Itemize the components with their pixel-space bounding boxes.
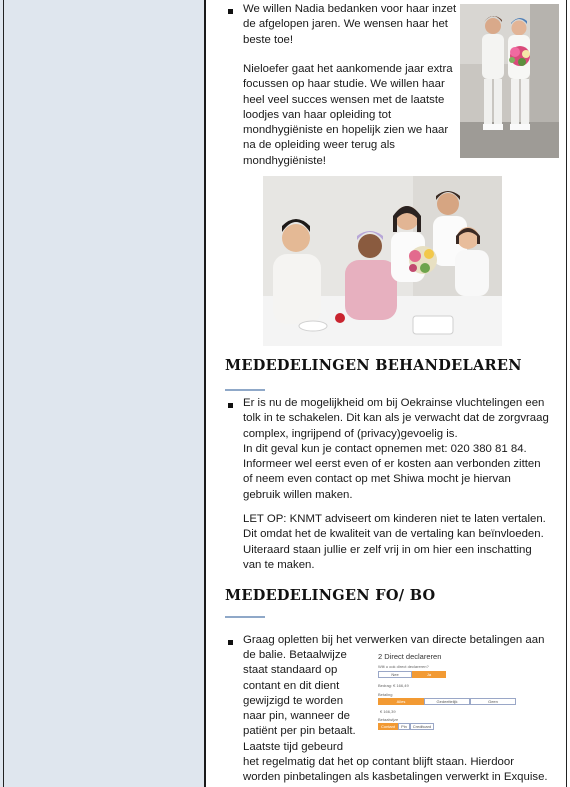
text-line: Laatste tijd gebeurd [243,740,344,753]
text-line: mondhygiëniste! [243,154,326,167]
bullet [228,9,233,14]
payment-method-label: Betaalwijze [378,717,399,722]
study-paragraph [243,62,453,169]
text-line: mondhygiëniste en hopelijk zien we haar [243,124,449,137]
method-contant: Contant [378,723,398,730]
heading-mededelingen-fo-bo: MEDEDELINGEN FO/ BO [225,587,436,604]
text-line: van te maken. [243,558,315,571]
payment-paragraph-wrapped [243,648,375,755]
text-line: na de opleiding weer terug als [243,139,395,152]
text-line: of neem even contact op met Shiwa mocht je hiervan [243,473,511,486]
option-alles: Alles [378,698,424,705]
text-line: Nieloefer gaat het aankomende jaar extra [243,63,453,75]
option-gedeeltelijk: Gedeeltelijk [424,698,470,705]
text-line: In dit geval kun je contact opnemen met: 020 380 81 84. [243,442,527,455]
text-line: de balie. Betaalwijze [243,649,347,661]
page-border-right [566,0,567,787]
text-line: gewijzigd te worden [243,694,344,707]
question-label: Wilt u ook direct declareren? [378,664,429,669]
text-line: de afgelopen jaren. We wensen haar het [243,18,448,31]
heading-underline [225,616,265,618]
payment-paragraph-first-line [243,633,544,648]
method-creditcard: Creditcard [410,723,434,730]
interpreter-paragraph [243,396,549,503]
left-sidebar-panel [0,0,205,787]
text-line: loodjes van haar opleiding tot [243,108,392,121]
text-line: complex, ingrijpend of (privacy)gevoelig is. [243,427,458,440]
bullet [228,640,233,645]
dialog-title: 2 Direct declareren [378,652,442,661]
text-line: patiënt per pin betaalt. [243,725,356,738]
heading-mededelingen-behandelaren: MEDEDELINGEN BEHANDELAREN [225,357,522,374]
text-line: LET OP: KNMT adviseert om kinderen niet te laten vertalen. [243,513,546,525]
text-line: gebruik willen maken. [243,488,353,501]
knmt-warning-paragraph [243,512,546,573]
text-line: worden pinbetalingen als kasbetalingen verwerkt in Exquise. [243,771,548,784]
text-line: naar pin, wanneer de [243,710,351,723]
text-line: tolk in te schakelen. Dit kan als je verwacht dat de zorgvraag [243,412,549,425]
text-line: beste toe! [243,33,294,46]
payment-label: Betaling [378,692,393,697]
heading-underline [225,389,265,391]
option-nee: Nee [378,671,412,678]
method-pin: Pin [398,723,410,730]
text-line: heel veel succes wensen met de laatste [243,93,445,106]
bullet [228,403,233,408]
text-line: Er is nu de mogelijkheid om bij Oekrainse vluchtelingen een [243,397,545,409]
amount-label: Bedrag: € 166,49 [378,683,409,688]
text-line: contant en dit dient [243,679,340,692]
photo-colleagues-with-flowers [460,4,559,158]
text-line: focussen op haar studie. We willen haar [243,78,445,91]
text-line: staat standaard op [243,664,338,677]
text-line: Informeer wel eerst even of er kosten aan verbonden zitten [243,458,541,471]
page-border-left [3,0,4,787]
option-geen: Geen [470,698,516,705]
text-line: Uiteraard staan jullie er zelf vrij in om hier een inschatting [243,543,532,556]
payment-paragraph-end [243,755,548,786]
text-line: het regelmatig dat het op contant blijft staan. Hierdoor [243,756,515,768]
amount-value: € 166,39 [380,709,396,714]
photo-team-group [263,176,502,346]
text-line: We willen Nadia bedanken voor haar inzet [243,3,457,15]
newsletter-content [206,0,566,787]
option-ja: Ja [412,671,446,678]
text-line: Dit omdat het de kwaliteit van de vertaling kan beïnvloeden. [243,528,544,541]
payment-dialog-screenshot [376,652,566,736]
text-line: Graag opletten bij het verwerken van directe betalingen aan [243,634,545,646]
farewell-paragraph [243,2,456,48]
